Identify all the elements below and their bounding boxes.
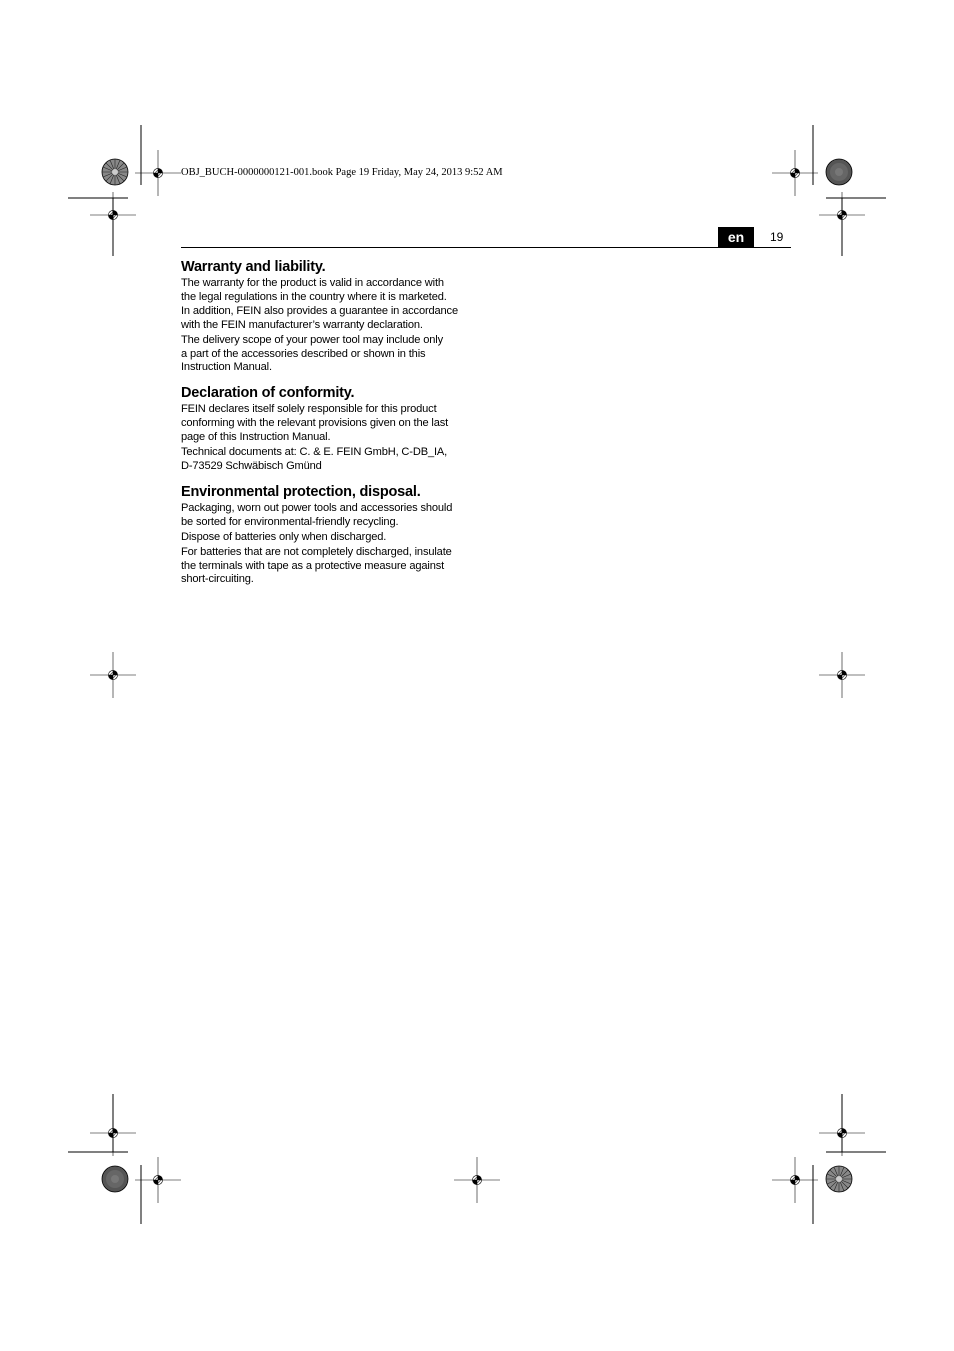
registration-mark-icon	[135, 1157, 181, 1203]
print-slug-line: OBJ_BUCH-0000000121-001.book Page 19 Friday, May 24, 2013 9:52 AM	[181, 167, 503, 178]
paragraph: Dispose of batteries only when discharged.	[181, 530, 387, 543]
registration-mark-icon	[772, 1157, 818, 1203]
color-dark-mark-icon	[826, 159, 852, 185]
color-star-mark-icon	[826, 1166, 852, 1192]
section-title: Declaration of conformity.	[181, 385, 355, 402]
registration-mark-icon	[772, 150, 818, 196]
paragraph: Technical documents at: C. & E. FEIN GmbH, C-DB_IA, D-73529 Schwäbisch Gmünd	[181, 446, 448, 472]
page-number: 19	[770, 230, 784, 244]
color-star-mark-icon	[102, 159, 128, 185]
paragraph: FEIN declares itself solely responsible for this product conforming with the relevant provisions given on the last page of this Instruction Manual.	[181, 403, 449, 444]
paragraph: For batteries that are not completely discharged, insulate the terminals with tape as a protective measure against short-circuiting.	[181, 545, 452, 586]
language-badge: en	[718, 227, 754, 247]
header-rule	[181, 247, 791, 248]
paragraph: Packaging, worn out power tools and accessories should be sorted for environmental-friendly recycling.	[181, 501, 453, 528]
section-title: Environmental protection, disposal.	[181, 483, 421, 500]
paragraph: The delivery scope of your power tool may include only a part of the accessories described or shown in this Instruction Manual.	[181, 333, 443, 374]
section-conformity	[181, 384, 479, 474]
main-content	[181, 258, 479, 596]
color-dark-mark-icon	[102, 1166, 128, 1192]
registration-mark-icon	[135, 150, 181, 196]
section-title: Warranty and liability.	[181, 259, 326, 275]
registration-mark-icon	[819, 652, 865, 698]
paragraph: The warranty for the product is valid in accordance with the legal regulations in the country where it is marketed. In addition, FEIN also provides a guarantee in accordance with the FEIN manufacturer’s warranty declaration.	[181, 277, 458, 331]
registration-mark-icon	[90, 652, 136, 698]
section-warranty	[181, 258, 479, 375]
registration-mark-icon	[454, 1157, 500, 1203]
section-environment	[181, 483, 479, 587]
